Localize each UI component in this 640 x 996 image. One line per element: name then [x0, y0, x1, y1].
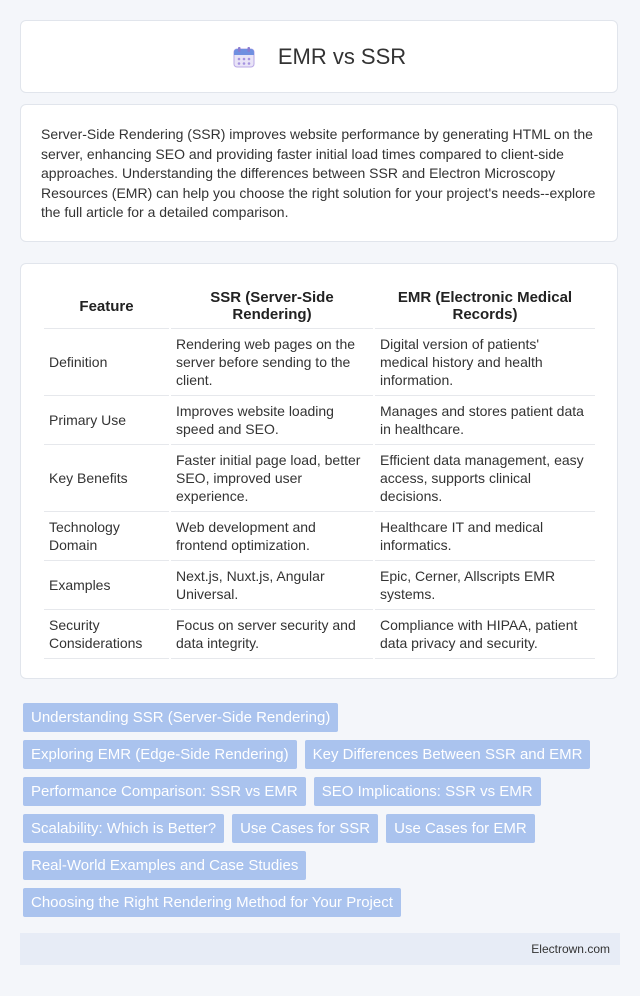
table-cell: Improves website loading speed and SEO. — [171, 396, 373, 445]
tag-row — [23, 888, 613, 917]
header-emr: EMR (Electronic Medical Records) — [375, 284, 595, 329]
table-cell: Key Benefits — [44, 445, 169, 512]
table-header-row — [44, 284, 595, 329]
intro-text: Server-Side Rendering (SSR) improves website performance by generating HTML on the server, enhancing SEO and providing faster initial load times compared to client-side approaches. Understanding the differences between SSR and Electron Microscopy Resources (EMR) can help you choose the right solution for your project's needs--explore the full article for a detailed comparison. — [41, 126, 596, 221]
table-cell: Definition — [44, 329, 169, 396]
table-cell: Technology Domain — [44, 512, 169, 561]
table-cell: Security Considerations — [44, 610, 169, 659]
table-cell: Focus on server security and data integrity. — [171, 610, 373, 659]
table-cell: Rendering web pages on the server before sending to the client. — [171, 329, 373, 396]
header-feature: Feature — [44, 284, 169, 329]
calendar-icon — [232, 45, 256, 69]
table-row — [44, 329, 595, 396]
title-card — [20, 20, 618, 93]
table-row — [44, 445, 595, 512]
table-cell: Examples — [44, 561, 169, 610]
table-row — [44, 396, 595, 445]
page-title: EMR vs SSR — [277, 43, 407, 69]
tag-row — [23, 851, 613, 880]
topic-link[interactable]: Performance Comparison: SSR vs EMR — [23, 777, 306, 806]
table-cell: Compliance with HIPAA, patient data privacy and security. — [375, 610, 595, 659]
intro-card — [20, 104, 618, 242]
topic-link[interactable]: Exploring EMR (Edge-Side Rendering) — [23, 740, 297, 769]
topic-link[interactable]: Key Differences Between SSR and EMR — [305, 740, 591, 769]
comparison-table — [42, 284, 597, 659]
tag-row — [23, 777, 613, 806]
table-row — [44, 512, 595, 561]
footer — [20, 933, 620, 965]
topic-link[interactable]: Choosing the Right Rendering Method for Your Project — [23, 888, 401, 917]
table-cell: Manages and stores patient data in healthcare. — [375, 396, 595, 445]
topic-link[interactable]: Scalability: Which is Better? — [23, 814, 224, 843]
table-row — [44, 561, 595, 610]
table-cell: Faster initial page load, better SEO, improved user experience. — [171, 445, 373, 512]
footer-site-link[interactable]: Electrown.com — [531, 942, 610, 956]
comparison-table-card — [20, 263, 618, 679]
table-cell: Next.js, Nuxt.js, Angular Universal. — [171, 561, 373, 610]
table-row — [44, 610, 595, 659]
table-cell: Epic, Cerner, Allscripts EMR systems. — [375, 561, 595, 610]
tag-row — [23, 814, 613, 843]
topic-link[interactable]: Use Cases for EMR — [386, 814, 535, 843]
table-cell: Healthcare IT and medical informatics. — [375, 512, 595, 561]
topic-link[interactable]: Understanding SSR (Server-Side Rendering) — [23, 703, 338, 732]
table-cell: Digital version of patients' medical history and health information. — [375, 329, 595, 396]
topic-link[interactable]: Real-World Examples and Case Studies — [23, 851, 306, 880]
table-cell: Web development and frontend optimization. — [171, 512, 373, 561]
related-topics — [23, 703, 613, 925]
tag-row — [23, 703, 613, 732]
topic-link[interactable]: SEO Implications: SSR vs EMR — [314, 777, 541, 806]
table-cell: Efficient data management, easy access, supports clinical decisions. — [375, 445, 595, 512]
header-ssr: SSR (Server-Side Rendering) — [171, 284, 373, 329]
table-cell: Primary Use — [44, 396, 169, 445]
tag-row — [23, 740, 613, 769]
topic-link[interactable]: Use Cases for SSR — [232, 814, 378, 843]
